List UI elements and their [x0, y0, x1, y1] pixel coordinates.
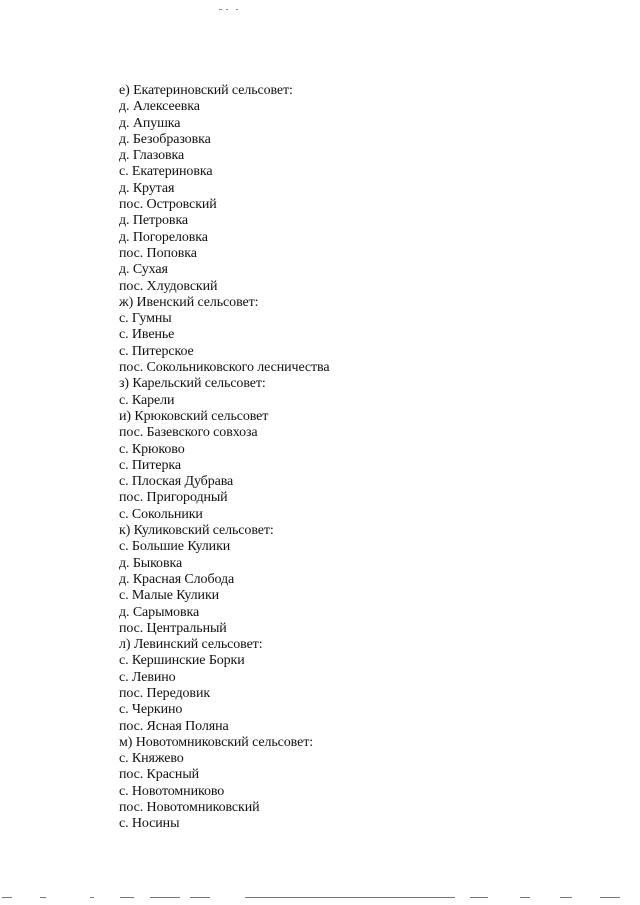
- list-item: пос. Поповка: [119, 245, 197, 261]
- list-item: пос. Ясная Поляна: [119, 718, 229, 734]
- list-item: д. Безобразовка: [119, 131, 211, 147]
- list-item: и) Крюковский сельсовет: [119, 408, 269, 424]
- list-item: с. Малые Кулики: [119, 588, 220, 604]
- list-item: д. Погореловка: [119, 229, 208, 245]
- list-item: с. Большие Кулики: [119, 539, 231, 555]
- list-item: с. Гумны: [119, 311, 172, 327]
- list-item: с. Крюково: [119, 441, 185, 457]
- list-item: с. Черкино: [119, 702, 183, 718]
- list-item: д. Апушка: [119, 115, 181, 131]
- list-item: пос. Сокольниковского лесничества: [119, 360, 330, 376]
- list-item: е) Екатериновский сельсовет:: [119, 83, 293, 98]
- settlement-list: [119, 83, 330, 833]
- list-item: з) Карельский сельсовет:: [119, 376, 266, 392]
- list-item: ж) Ивенский сельсовет:: [119, 294, 259, 310]
- list-item: пос. Красный: [119, 767, 200, 783]
- list-item: д. Сарымовка: [119, 604, 200, 620]
- list-item: с. Питерка: [119, 457, 181, 473]
- list-item: пос. Пригородный: [119, 490, 228, 506]
- list-item: л) Левинский сельсовет:: [119, 637, 263, 653]
- list-item: с. Новотомниково: [119, 783, 225, 799]
- list-item: пос. Центральный: [119, 620, 227, 636]
- list-item: с. Княжево: [119, 751, 184, 767]
- list-item: д. Глазовка: [119, 148, 185, 164]
- list-item: пос. Хлудовский: [119, 278, 218, 294]
- list-item: д. Крутая: [119, 180, 175, 196]
- list-item: д. Петровка: [119, 213, 189, 229]
- list-item: с. Левино: [119, 669, 176, 685]
- list-item: д. Быковка: [119, 555, 183, 571]
- scan-artifact-bottom: [0, 897, 640, 901]
- list-item: с. Плоская Дубрава: [119, 474, 234, 490]
- list-item: с. Екатериновка: [119, 164, 213, 180]
- list-item: с. Питерское: [119, 343, 194, 359]
- list-item: с. Ивенье: [119, 327, 175, 343]
- list-item: д. Сухая: [119, 262, 168, 278]
- list-item: с. Сокольники: [119, 506, 203, 522]
- list-item: м) Новотомниковский сельсовет:: [119, 734, 314, 750]
- list-item: пос. Передовик: [119, 685, 211, 701]
- list-item: к) Куликовский сельсовет:: [119, 523, 274, 539]
- list-item: с. Кершинские Борки: [119, 653, 245, 669]
- list-item: пос. Новотомниковский: [119, 800, 260, 816]
- list-item: пос. Островский: [119, 197, 217, 213]
- scan-artifact-top: [219, 9, 243, 12]
- list-item: с. Карели: [119, 392, 175, 408]
- list-item: с. Носины: [119, 816, 180, 832]
- list-item: пос. Базевского совхоза: [119, 425, 258, 441]
- list-item: д. Красная Слобода: [119, 571, 235, 587]
- list-item: д. Алексеевка: [119, 99, 200, 115]
